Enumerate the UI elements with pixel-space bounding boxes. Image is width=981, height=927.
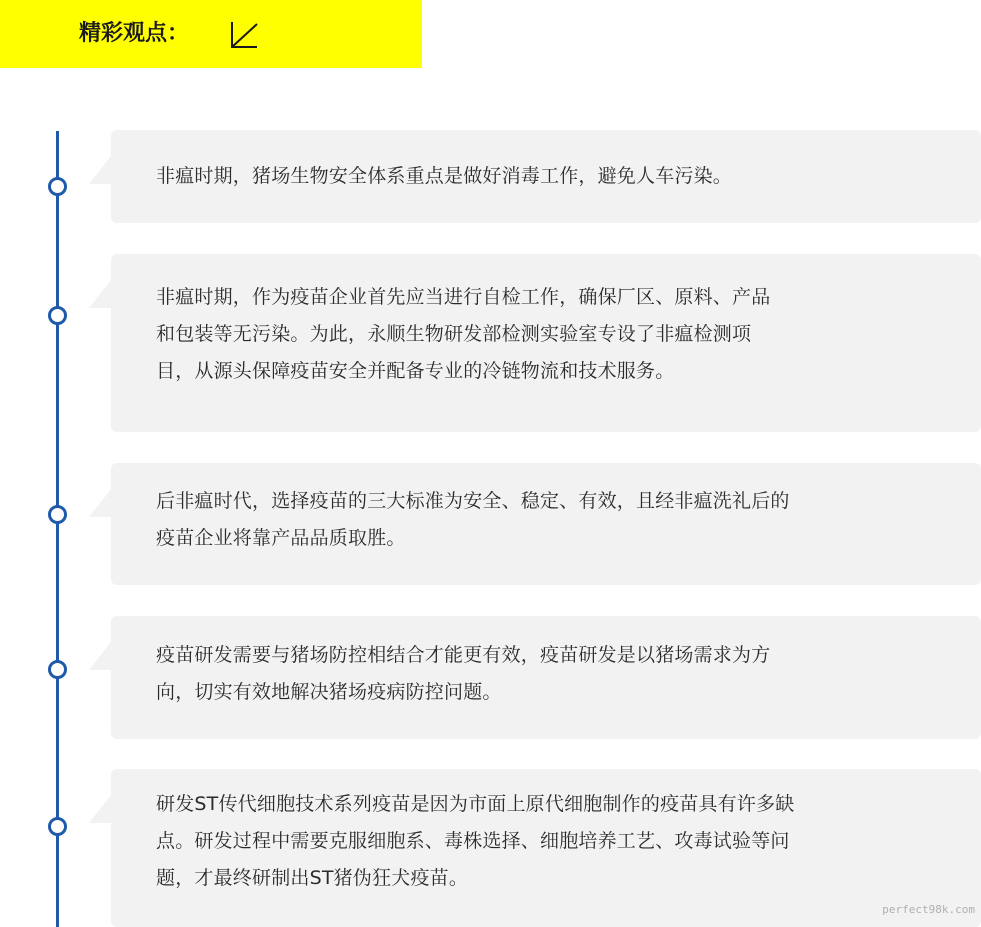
card-line: 疫苗研发需要与猪场防控相结合才能更有效，疫苗研发是以猪场需求为方 <box>156 644 771 666</box>
timeline-card <box>111 254 981 432</box>
card-line: 非瘟时期，猪场生物安全体系重点是做好消毒工作，避免人车污染。 <box>156 165 733 187</box>
card-line: 向，切实有效地解决猪场疫病防控问题。 <box>156 681 502 703</box>
timeline-card <box>111 769 981 927</box>
card-line: 后非瘟时代，选择疫苗的三大标准为安全、稳定、有效，且经非瘟洗礼后的 <box>156 490 790 512</box>
card-text <box>156 637 971 711</box>
timeline-card <box>111 616 981 739</box>
card-text <box>156 483 971 557</box>
timeline-line <box>56 131 59 927</box>
timeline-dot <box>48 817 67 836</box>
card-line: 目，从源头保障疫苗安全并配备专业的冷链物流和技术服务。 <box>156 360 675 382</box>
timeline-dot <box>48 177 67 196</box>
card-text <box>156 279 971 390</box>
card-line: 和包装等无污染。为此，永顺生物研发部检测实验室专设了非瘟检测项 <box>156 323 752 345</box>
timeline-card <box>111 463 981 585</box>
card-line: 题，才最终研制出ST猪伪狂犬疫苗。 <box>156 867 469 889</box>
header-banner <box>0 0 422 68</box>
header-title: 精彩观点： <box>79 21 190 46</box>
card-line: 研发ST传代细胞技术系列疫苗是因为市面上原代细胞制作的疫苗具有许多缺 <box>156 793 795 815</box>
card-text <box>156 158 971 195</box>
card-line: 疫苗企业将靠产品品质取胜。 <box>156 527 406 549</box>
card-line: 点。研发过程中需要克服细胞系、毒株选择、细胞培养工艺、攻毒试验等问 <box>156 830 790 852</box>
card-line: 非瘟时期，作为疫苗企业首先应当进行自检工作，确保厂区、原料、产品 <box>156 286 771 308</box>
card-text <box>156 786 971 897</box>
arrow-down-left-icon <box>230 20 260 50</box>
timeline-card <box>111 130 981 223</box>
timeline-dot <box>48 660 67 679</box>
timeline-dot <box>48 306 67 325</box>
timeline-dot <box>48 505 67 524</box>
watermark: perfect98k.com <box>882 903 975 916</box>
